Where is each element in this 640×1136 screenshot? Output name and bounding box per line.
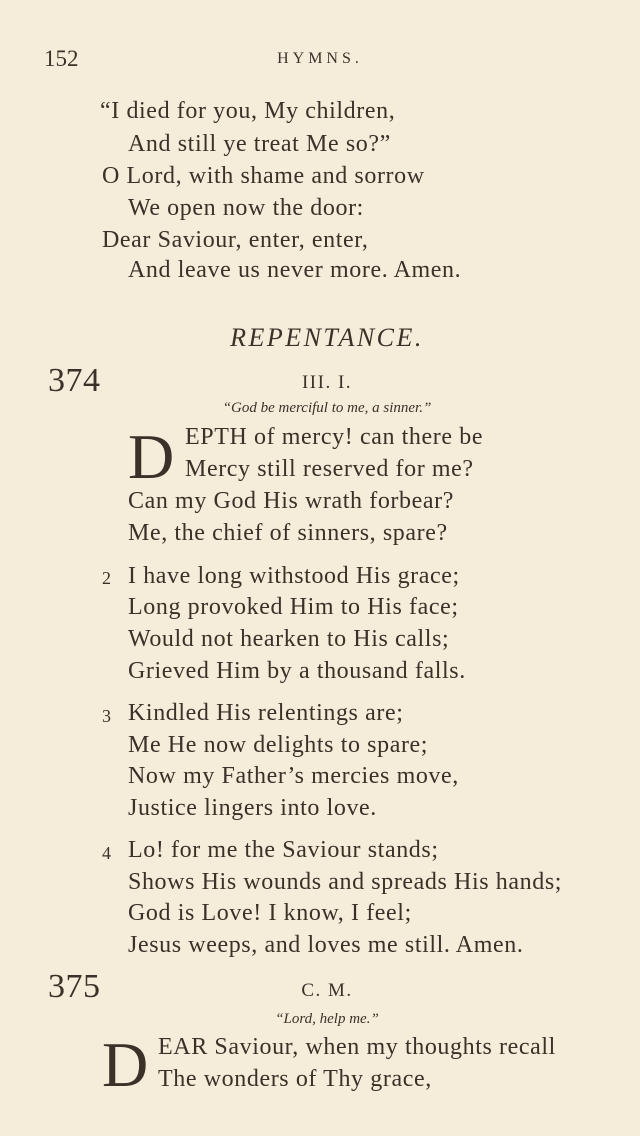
stanza-number: 4 xyxy=(102,843,111,863)
running-head: HYMNS. xyxy=(277,50,363,67)
verse-line: EAR Saviour, when my thoughts recall xyxy=(158,1034,556,1060)
verse-line: O Lord, with shame and sorrow xyxy=(102,163,425,189)
verse-line: Shows His wounds and spreads His hands; xyxy=(128,869,563,895)
page-number: 152 xyxy=(44,46,79,71)
verse-line: Justice lingers into love. xyxy=(128,795,377,821)
verse-line: I have long withstood His grace; xyxy=(128,563,460,589)
verse-line: Jesus weeps, and loves me still. Amen. xyxy=(128,932,524,958)
hymn-meter: III. I. xyxy=(301,372,353,393)
stanza-number: 3 xyxy=(102,706,111,726)
verse-line: Lo! for me the Saviour stands; xyxy=(128,837,439,863)
section-title: REPENTANCE. xyxy=(230,323,424,352)
drop-cap: D xyxy=(102,1029,149,1100)
verse-line: Kindled His relentings are; xyxy=(128,700,404,726)
verse-line: Me, the chief of sinners, spare? xyxy=(128,520,448,546)
stanza-number: 2 xyxy=(102,568,111,588)
hymn-epigraph: “God be merciful to me, a sinner.” xyxy=(222,400,432,416)
verse-line: We open now the door: xyxy=(128,195,364,221)
hymn-number: 374 xyxy=(48,362,101,399)
verse-line: Now my Father’s mercies move, xyxy=(128,763,459,789)
drop-cap: D xyxy=(128,421,175,492)
verse-line: Long provoked Him to His face; xyxy=(128,594,459,620)
verse-line: EPTH of mercy! can there be xyxy=(185,424,484,450)
verse-line: “I died for you, My children, xyxy=(100,98,396,124)
hymn-meter: C. M. xyxy=(301,980,353,1001)
hymn-number: 375 xyxy=(48,968,101,1005)
verse-line: Me He now delights to spare; xyxy=(128,732,429,758)
verse-line: Mercy still reserved for me? xyxy=(185,456,474,482)
verse-line: And leave us never more. Amen. xyxy=(128,257,462,283)
verse-line: God is Love! I know, I feel; xyxy=(128,900,412,926)
verse-line: Dear Saviour, enter, enter, xyxy=(102,227,369,253)
verse-line: And still ye treat Me so?” xyxy=(128,131,391,157)
verse-line: Would not hearken to His calls; xyxy=(128,626,450,652)
verse-line: The wonders of Thy grace, xyxy=(158,1066,432,1092)
hymn-epigraph: “Lord, help me.” xyxy=(275,1011,379,1027)
verse-line: Grieved Him by a thousand falls. xyxy=(128,658,466,684)
verse-line: Can my God His wrath forbear? xyxy=(128,488,454,514)
